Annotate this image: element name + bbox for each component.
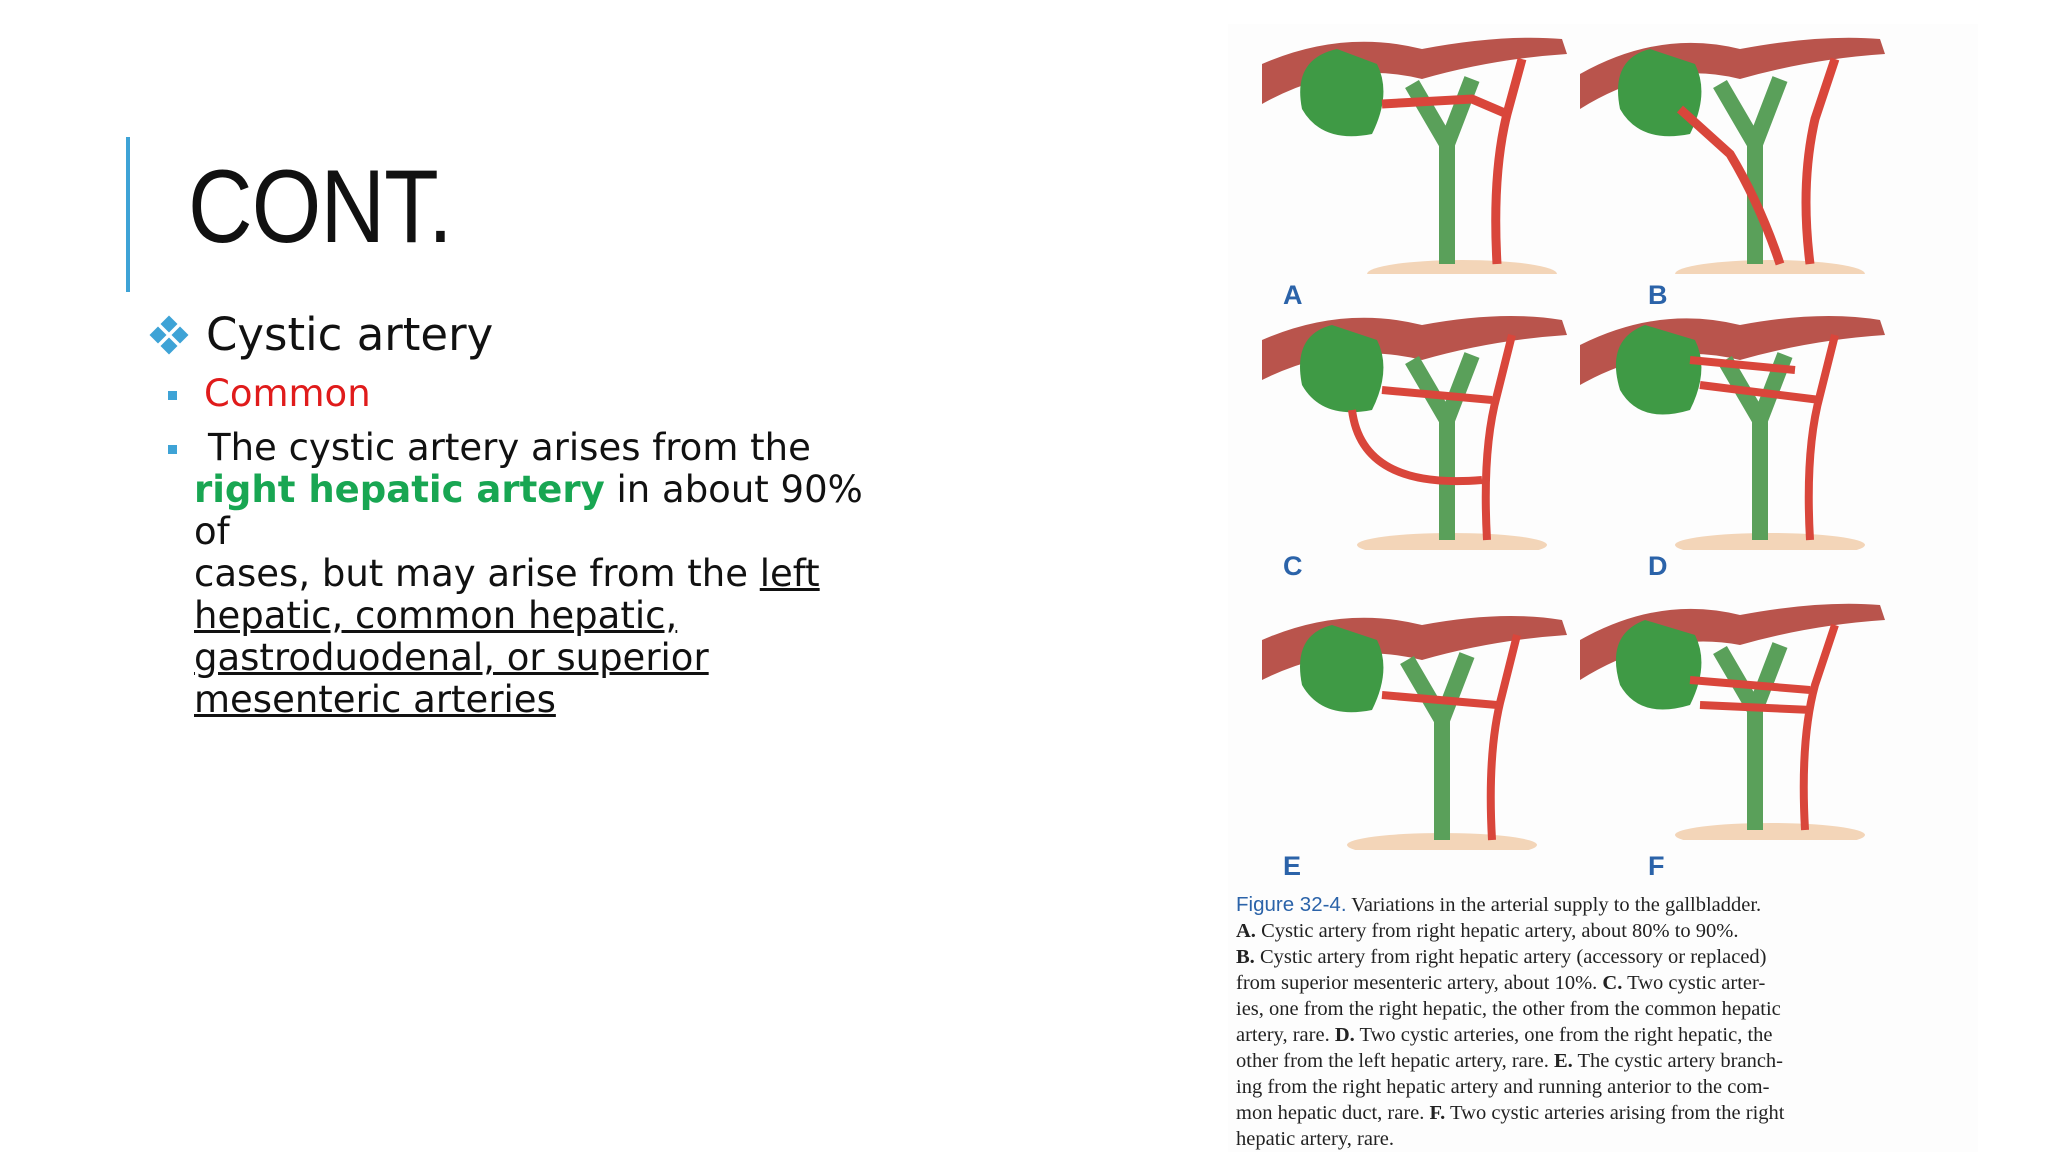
- sub-bullet-common: [150, 373, 910, 415]
- diamond-bullet-icon: [150, 316, 188, 354]
- highlight-right-hepatic: right hepatic artery: [194, 468, 605, 511]
- caption-text: Cystic artery from right hepatic artery (accessory or replaced): [1254, 946, 1767, 968]
- panel-d-image: [1580, 300, 1890, 550]
- panel-label-f: F: [1648, 851, 1665, 881]
- underlined-text: gastroduodenal, or superior: [194, 636, 709, 679]
- caption-text: from superior mesenteric artery, about 10%.: [1236, 972, 1603, 994]
- square-bullet-icon: [168, 445, 177, 454]
- sub-bullet-paragraph: [150, 427, 910, 721]
- caption-text: other from the left hepatic artery, rare.: [1236, 1050, 1554, 1072]
- caption-marker: D.: [1334, 1024, 1355, 1046]
- figure-caption: [1236, 892, 1956, 1152]
- square-bullet-icon: [168, 391, 177, 400]
- underlined-text: mesenteric arteries: [194, 678, 556, 721]
- panel-f-image: [1580, 590, 1890, 840]
- caption-text: artery, rare.: [1236, 1024, 1335, 1046]
- slide-title: CONT.: [188, 149, 453, 265]
- para-text: cases, but may arise from the: [194, 552, 760, 595]
- caption-text: Variations in the arterial supply to the gallbladder.: [1346, 894, 1762, 916]
- panel-b-image: [1580, 24, 1890, 274]
- panel-label-c: C: [1283, 551, 1303, 581]
- caption-text: hepatic artery, rare.: [1236, 1128, 1395, 1150]
- caption-text: The cystic artery branch-: [1572, 1050, 1783, 1072]
- sub-bullet-text: Common: [204, 372, 371, 415]
- caption-text: Two cystic arter-: [1622, 972, 1766, 994]
- panel-label-b: B: [1648, 280, 1668, 310]
- panel-a-image: [1262, 24, 1572, 274]
- panel-label-e: E: [1283, 851, 1302, 881]
- bullet-cystic-artery: [150, 305, 910, 365]
- caption-marker: F.: [1429, 1102, 1446, 1124]
- panel-e-image: [1262, 600, 1572, 850]
- caption-marker: A.: [1236, 920, 1256, 942]
- caption-text: Two cystic arteries, one from the right hepatic, the: [1354, 1024, 1773, 1046]
- bullet-text: Cystic artery: [206, 308, 494, 361]
- caption-marker: E.: [1553, 1050, 1573, 1072]
- caption-text: ing from the right hepatic artery and running anterior to the com-: [1236, 1076, 1770, 1098]
- caption-text: ies, one from the right hepatic, the other from the common hepatic: [1236, 998, 1781, 1020]
- panel-label-d: D: [1648, 551, 1668, 581]
- slide-body: [150, 305, 910, 721]
- title-accent-bar: [126, 137, 130, 292]
- para-text: in about 90% of: [194, 468, 863, 553]
- caption-text: mon hepatic duct, rare.: [1236, 1102, 1430, 1124]
- figure-number: Figure 32-4.: [1236, 893, 1347, 916]
- caption-text: Cystic artery from right hepatic artery, about 80% to 90%.: [1255, 920, 1739, 942]
- caption-marker: B.: [1236, 946, 1255, 968]
- panel-c-image: [1262, 300, 1572, 550]
- underlined-text: left: [759, 552, 820, 595]
- panel-label-a: A: [1283, 280, 1303, 310]
- para-line: The cystic artery arises from the: [208, 426, 811, 469]
- caption-text: Two cystic arteries arising from the right: [1445, 1102, 1785, 1124]
- caption-marker: C.: [1602, 972, 1623, 994]
- underlined-text: hepatic, common hepatic,: [194, 594, 678, 637]
